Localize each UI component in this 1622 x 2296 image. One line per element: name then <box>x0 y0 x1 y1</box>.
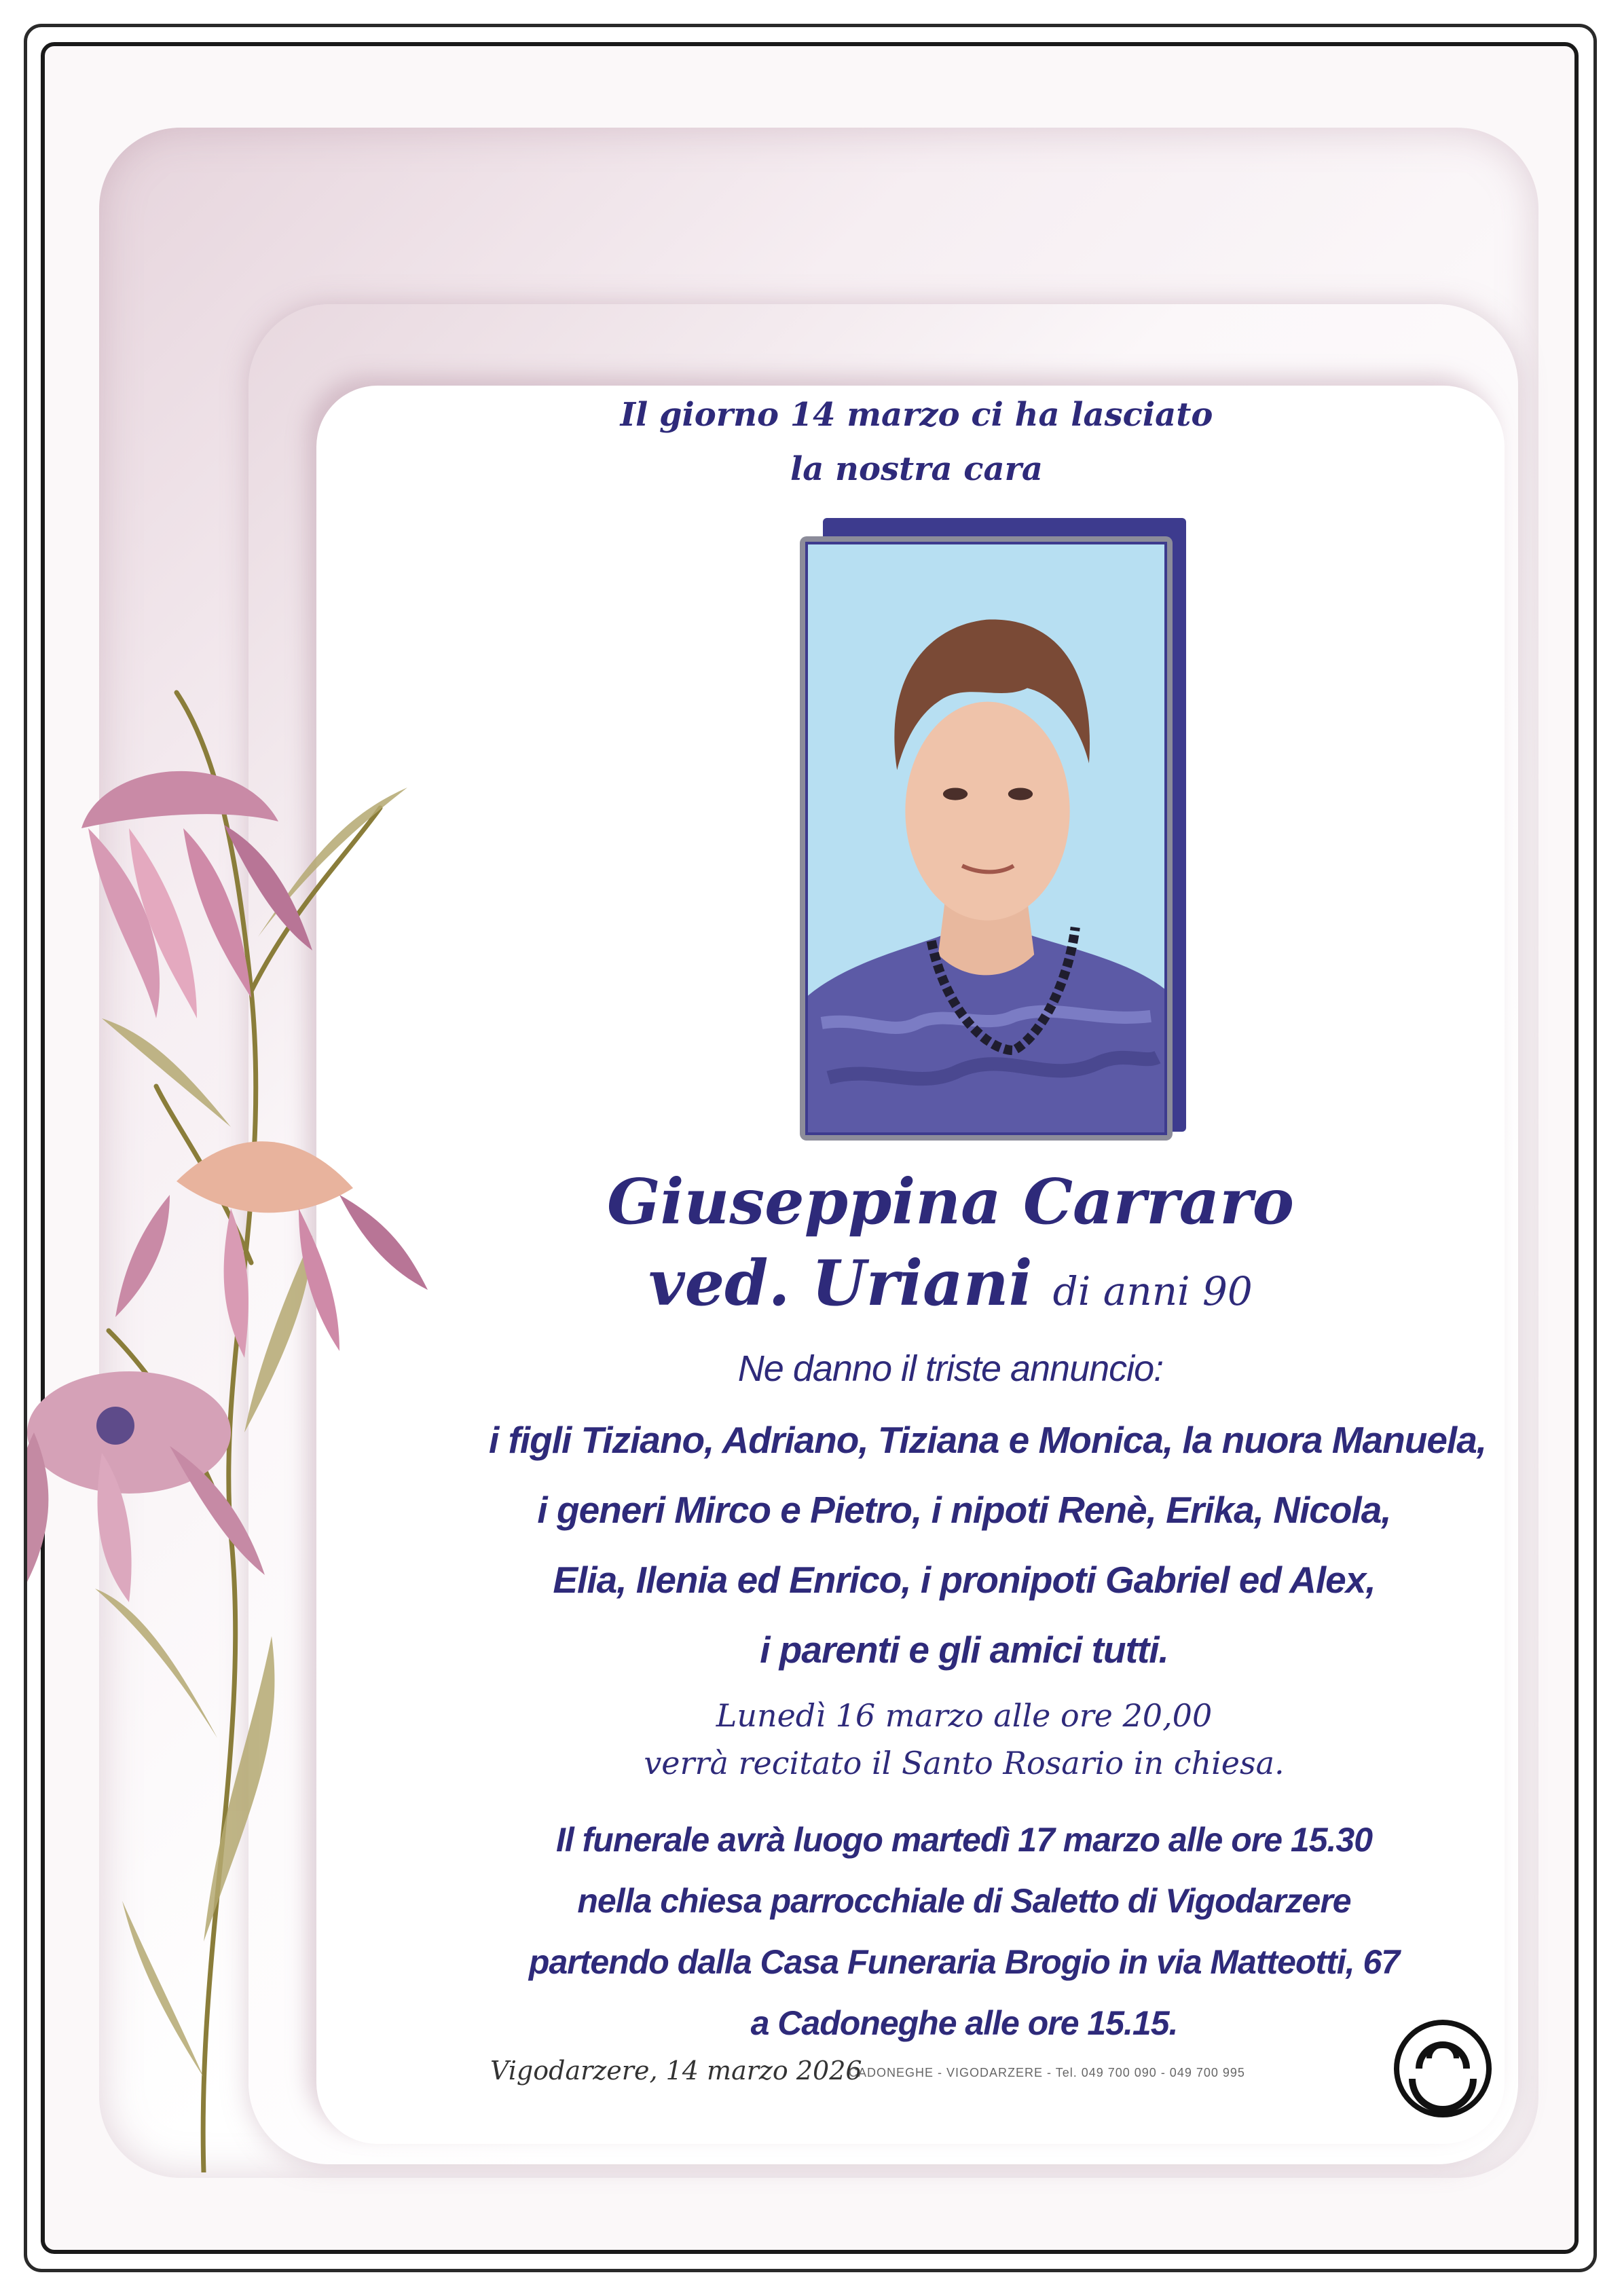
deceased-name-line-2 <box>475 1246 1426 1325</box>
family-line: i generi Mirco e Pietro, i nipoti Renè, Erika, Nicola, <box>537 1489 1391 1531</box>
rosary-line: Lunedì 16 marzo alle ore 20,00 <box>716 1697 1213 1734</box>
family-line: Elia, Ilenia ed Enrico, i pronipoti Gabriel ed Alex, <box>553 1559 1376 1601</box>
age-text: di anni 90 <box>1052 1268 1253 1314</box>
rosary-info <box>489 1692 1439 1787</box>
place-date: Vigodarzere, 14 marzo 2026 <box>490 2056 862 2086</box>
portrait-photo <box>800 536 1173 1141</box>
rosary-line: verrà recitato il Santo Rosario in chiesa. <box>644 1745 1285 1781</box>
intro-line-1: Il giorno 14 marzo ci ha lasciato <box>620 396 1213 434</box>
funeral-home-logo-icon <box>1392 2018 1494 2119</box>
funeral-info <box>489 1809 1439 2054</box>
funeral-line: nella chiesa parrocchiale di Saletto di Vigodarzere <box>577 1882 1351 1920</box>
portrait-icon <box>808 544 1164 1132</box>
deceased-name: Giuseppina Carraro <box>606 1165 1295 1238</box>
flowers-illustration <box>27 652 502 2172</box>
widow-name: ved. Uriani <box>648 1246 1033 1320</box>
funeral-line: partendo dalla Casa Funeraria Brogio in via Matteotti, 67 <box>528 1943 1400 1981</box>
family-line: i figli Tiziano, Adriano, Tiziana e Monica, la nuora Manuela, <box>489 1419 1487 1461</box>
family-list <box>489 1405 1487 1685</box>
funeral-line: a Cadoneghe alle ore 15.15. <box>750 2004 1178 2042</box>
funeral-line: Il funerale avrà luogo martedì 17 marzo alle ore 15.30 <box>555 1821 1373 1859</box>
funeral-home-contacts: CADONEGHE - VIGODARZERE - Tel. 049 700 090 - 049 700 995 <box>849 2066 1245 2079</box>
announcement-heading: Ne danno il triste annuncio: <box>737 1348 1164 1389</box>
portrait-photo-image <box>805 542 1167 1135</box>
family-line: i parenti e gli amici tutti. <box>760 1629 1168 1671</box>
intro-line-2: la nostra cara <box>790 450 1043 488</box>
